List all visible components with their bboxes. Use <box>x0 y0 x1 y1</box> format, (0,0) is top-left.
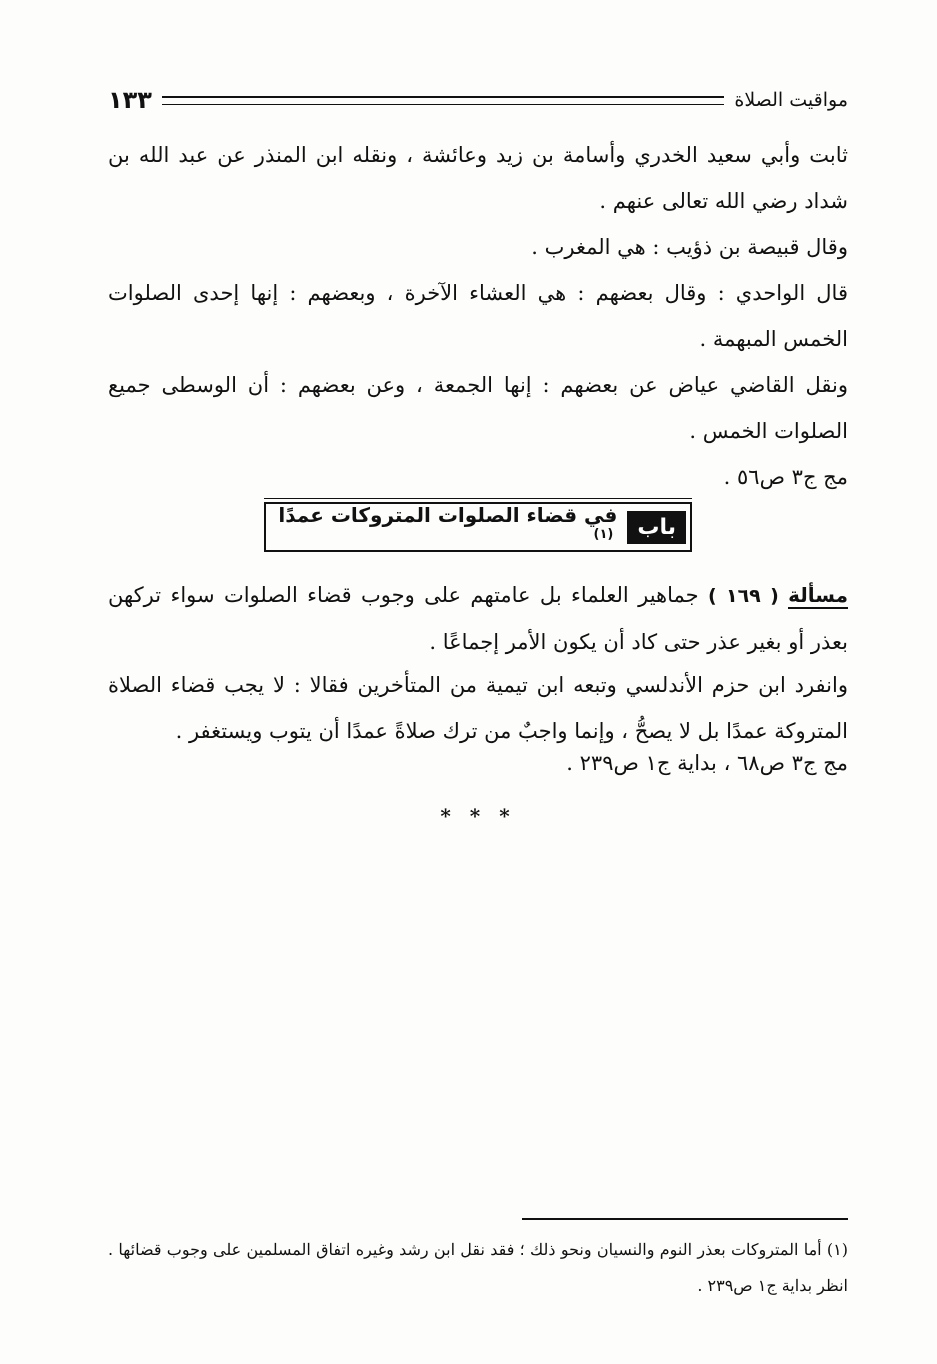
masala-paragraph <box>108 572 848 665</box>
chapter-title <box>266 503 617 551</box>
paragraph-3: قال الواحدي : وقال بعضهم : هي العشاء الآخرة ، وبعضهم : إنها إحدى الصلوات الخمس المبهمة . <box>108 281 848 351</box>
chapter-heading <box>264 502 692 552</box>
running-header-title: مواقيت الصلاة <box>734 89 848 111</box>
chapter-title-text: في قضاء الصلوات المتروكات عمدًا <box>278 503 618 527</box>
masala-number: ( ١٦٩ ) <box>708 585 779 607</box>
footnote: (١) أما المتروكات بعذر النوم والنسيان ونحو ذلك ؛ فقد نقل ابن رشد وغيره اتفاق المسلمين على وجوب قضائها . انظر بداية ج١ ص٢٣٩ . <box>108 1240 848 1295</box>
paragraph-1: ثابت وأبي سعيد الخدري وأسامة بن زيد وعائشة ، ونقله ابن المنذر عن عبد الله بن شداد رضي الله تعالى عنهم . <box>108 143 848 213</box>
chapter-top-rule <box>264 498 692 499</box>
page <box>108 80 848 1310</box>
chapter-footnote-mark: (١) <box>593 527 614 543</box>
header-rule <box>162 96 724 105</box>
masala-label: مسألة <box>788 583 849 607</box>
chapter-label: باب <box>627 511 686 544</box>
masala-text: جماهير العلماء بل عامتهم على وجوب قضاء الصلوات سواء تركهن بعذر أو بغير عذر حتى كاد أن يكون الأمر إجماعًا . <box>108 583 848 654</box>
paragraph-4: ونقل القاضي عياض عن بعضهم : إنها الجمعة ، وعن بعضهم : أن الوسطى جميع الصلوات الخمس . <box>108 373 848 443</box>
section-separator: * * * <box>440 804 516 828</box>
running-header <box>108 80 848 120</box>
masala-paragraph-2: وانفرد ابن حزم الأندلسي وتبعه ابن تيمية من المتأخرين فقالا : لا يجب قضاء الصلاة المتروكة عمدًا بل لا يصحُّ ، وإنما واجبٌ من ترك صلاةً عمدًا أن يتوب ويستغفر . <box>108 673 848 743</box>
footnote-rule <box>522 1218 848 1220</box>
masala-reference: مج ج٣ ص٦٨ ، بداية ج١ ص٢٣٩ . <box>566 751 848 775</box>
page-number: ١٣٣ <box>108 86 152 114</box>
paragraph-2: وقال قبيصة بن ذؤيب : هي المغرب . <box>531 235 848 259</box>
paragraph-5-reference: مج ج٣ ص٥٦ . <box>723 465 848 489</box>
